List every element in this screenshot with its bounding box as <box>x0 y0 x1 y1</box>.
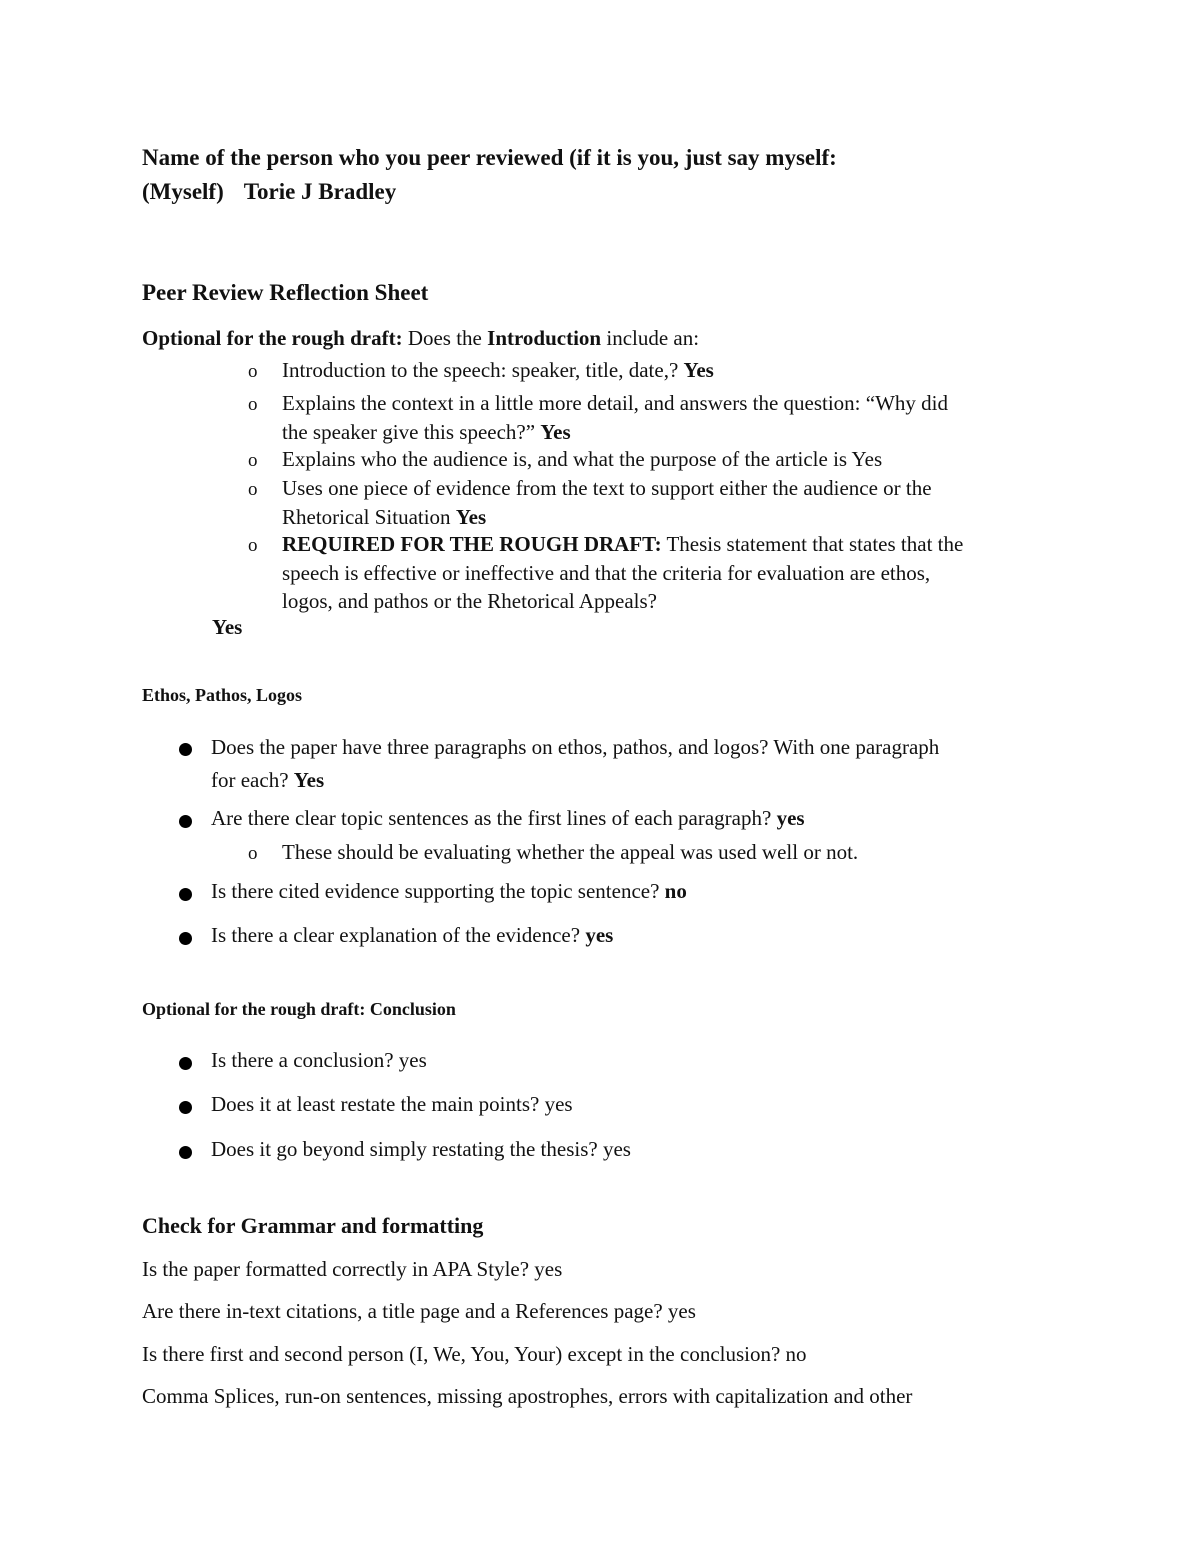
epl-item-text: Is there a clear explanation of the evidence? <box>211 923 586 947</box>
bullet-marker: o <box>248 479 258 500</box>
bullet-marker: o <box>248 361 258 382</box>
intro-item-answer: Yes <box>540 420 571 444</box>
bullet-dot-icon <box>179 743 192 756</box>
bullet-dot-icon <box>179 1101 192 1114</box>
grammar-line-3: Is there first and second person (I, We, You, Your) except in the conclusion? no <box>142 1342 807 1366</box>
bullet-dot-icon <box>179 888 192 901</box>
epl-item-answer: Yes <box>293 768 325 792</box>
intro-item-4-line2 <box>282 505 486 530</box>
epl-item-text: for each? <box>211 768 294 792</box>
intro-item-4-line1: Uses one piece of evidence from the text to support either the audience or the <box>282 476 932 500</box>
epl-item-answer: yes <box>585 923 614 947</box>
bullet-marker: o <box>248 535 258 556</box>
required-label: REQUIRED FOR THE ROUGH DRAFT: <box>282 532 662 556</box>
sheet-title: Peer Review Reflection Sheet <box>142 280 429 305</box>
reviewed-person-prompt: Name of the person who you peer reviewed (if it is you, just say myself: <box>142 145 837 170</box>
bullet-dot-icon <box>179 815 192 828</box>
intro-lead-text: Does the <box>402 326 488 350</box>
intro-item-text: Rhetorical Situation <box>282 505 456 529</box>
intro-item-1 <box>282 358 714 383</box>
epl-item-text: Are there clear topic sentences as the first lines of each paragraph? <box>211 806 777 830</box>
conclusion-heading: Optional for the rough draft: Conclusion <box>142 999 456 1019</box>
intro-item-3: Explains who the audience is, and what the purpose of the article is Yes <box>282 447 883 471</box>
intro-final-answer: Yes <box>212 615 243 639</box>
grammar-line-2: Are there in-text citations, a title page and a References page? yes <box>142 1299 696 1323</box>
intro-item-answer: Yes <box>455 505 487 529</box>
conclusion-item-1: Is there a conclusion? yes <box>211 1048 427 1072</box>
intro-lead-bold: Optional for the rough draft: <box>142 326 403 350</box>
bullet-dot-icon <box>179 1146 192 1159</box>
bullet-dot-icon <box>179 932 192 945</box>
bullet-marker: o <box>248 394 258 415</box>
intro-lead <box>142 326 699 351</box>
intro-item-answer: Yes <box>683 358 714 382</box>
intro-item-2-line2 <box>282 420 571 445</box>
grammar-heading: Check for Grammar and formatting <box>142 1213 484 1238</box>
intro-item-5-line2: speech is effective or ineffective and that the criteria for evaluation are ethos, <box>282 561 931 585</box>
epl-item-answer: yes <box>776 806 805 830</box>
reviewed-person-line <box>142 179 396 205</box>
intro-item-text: Introduction to the speech: speaker, title, date,? <box>282 358 684 382</box>
epl-item-text: Is there cited evidence supporting the topic sentence? <box>211 879 665 903</box>
intro-lead-bold-introduction: Introduction <box>487 326 602 350</box>
intro-item-5-line1 <box>282 532 963 557</box>
epl-subitem: These should be evaluating whether the appeal was used well or not. <box>282 840 859 864</box>
epl-item-4 <box>211 923 613 948</box>
intro-item-5-line3: logos, and pathos or the Rhetorical Appeals? <box>282 589 657 613</box>
intro-lead-text-2: include an: <box>601 326 700 350</box>
intro-item-text: Thesis statement that states that the <box>661 532 964 556</box>
epl-item-2 <box>211 806 805 831</box>
conclusion-item-3: Does it go beyond simply restating the thesis? yes <box>211 1137 631 1161</box>
reviewed-person-name: Torie J Bradley <box>243 179 397 204</box>
intro-item-2-line1: Explains the context in a little more detail, and answers the question: “Why did <box>282 391 948 415</box>
grammar-line-1: Is the paper formatted correctly in APA Style? yes <box>142 1257 563 1281</box>
bullet-dot-icon <box>179 1057 192 1070</box>
bullet-marker: o <box>248 450 258 471</box>
epl-item-3 <box>211 879 687 904</box>
epl-item-answer: no <box>664 879 687 903</box>
grammar-line-4: Comma Splices, run-on sentences, missing apostrophes, errors with capitalization and other <box>142 1384 913 1408</box>
epl-heading: Ethos, Pathos, Logos <box>142 685 303 705</box>
conclusion-item-2: Does it at least restate the main points? yes <box>211 1092 573 1116</box>
bullet-marker: o <box>248 843 258 864</box>
epl-item-1-line1: Does the paper have three paragraphs on ethos, pathos, and logos? With one paragraph <box>211 735 940 759</box>
reviewed-person-prefix: (Myself) <box>142 179 224 204</box>
intro-item-text: the speaker give this speech?” <box>282 420 541 444</box>
epl-item-1-line2 <box>211 768 324 793</box>
